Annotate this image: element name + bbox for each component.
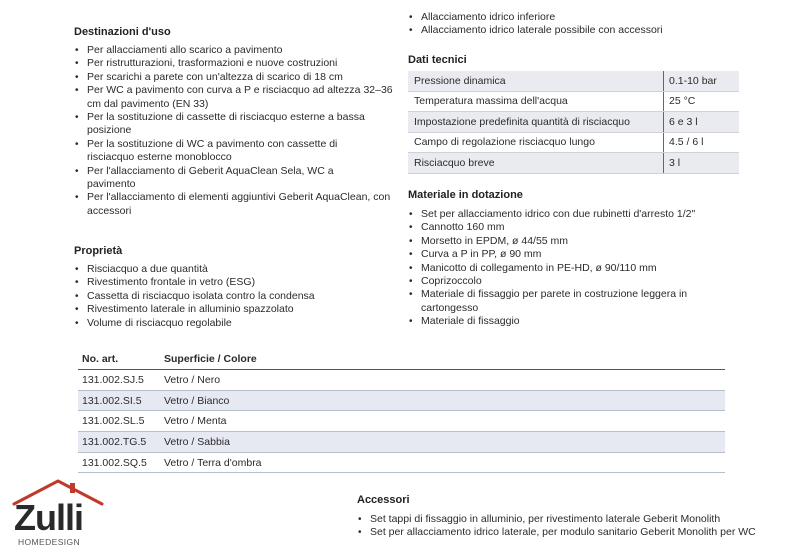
- column-header-surface: Superficie / Colore: [160, 349, 725, 370]
- table-cell-value: 4.5 / 6 l: [664, 132, 740, 153]
- table-row: [78, 452, 725, 473]
- list-item: • Per WC a pavimento con curva a P e risciacquo ad altezza 32–36 cm dal pavimento (EN 33): [74, 84, 397, 111]
- table-row: [78, 390, 725, 411]
- table-row: [78, 370, 725, 391]
- list-item: • Per allacciamenti allo scarico a pavimento: [74, 44, 404, 57]
- list-item: • Per la sostituzione di cassette di risciacquo esterne a bassa posizione: [74, 111, 397, 138]
- table-cell-label: Risciacquo breve: [408, 153, 664, 174]
- list-item: • Set tappi di fissaggio in alluminio, per rivestimento laterale Geberit Monolith: [357, 513, 797, 526]
- list-item: • Per l'allacciamento di Geberit AquaClean Sela, WC a pavimento: [74, 165, 367, 192]
- accessori-list: [357, 513, 797, 540]
- table-cell-label: Campo di regolazione risciacquo lungo: [408, 132, 664, 153]
- table-cell-value: 6 e 3 l: [664, 112, 740, 133]
- list-item: • Rivestimento frontale in vetro (ESG): [74, 276, 404, 289]
- article-number: 131.002.TG.5: [78, 432, 160, 453]
- article-number: 131.002.SL.5: [78, 411, 160, 432]
- top-right-section: [408, 11, 788, 38]
- table-row: [408, 132, 739, 153]
- destinazioni-section: [74, 26, 404, 218]
- list-item: • Cannotto 160 mm: [408, 221, 738, 234]
- list-item: • Risciacquo a due quantità: [74, 263, 404, 276]
- list-item: • Per scarichi a parete con un'altezza di scarico di 18 cm: [74, 71, 404, 84]
- table-row: [408, 153, 739, 174]
- table-row: [78, 411, 725, 432]
- materiale-section: [408, 189, 738, 329]
- table-cell-value: 0.1-10 bar: [664, 71, 740, 91]
- logo-name: Zulli: [14, 497, 83, 538]
- article-number: 131.002.SQ.5: [78, 452, 160, 473]
- dati-tecnici-heading: Dati tecnici: [408, 54, 467, 66]
- list-item: • Allacciamento idrico laterale possibile con accessori: [408, 24, 788, 37]
- proprieta-list: [74, 263, 404, 330]
- table-row: [408, 112, 739, 133]
- destinazioni-heading: Destinazioni d'uso: [74, 26, 171, 38]
- articoli-table: [78, 349, 725, 473]
- article-surface: Vetro / Menta: [160, 411, 725, 432]
- list-item: • Set per allacciamento idrico laterale, per modulo sanitario Geberit Monolith per WC: [357, 526, 797, 539]
- table-cell-label: Temperatura massima dell'acqua: [408, 91, 664, 112]
- accessori-section: [357, 494, 797, 540]
- zulli-logo: [8, 478, 108, 548]
- dati-tecnici-table: [408, 71, 739, 174]
- article-number: 131.002.SI.5: [78, 390, 160, 411]
- dati-tecnici-section: [408, 54, 739, 174]
- column-header-number: No. art.: [78, 349, 160, 370]
- list-item: • Materiale di fissaggio: [408, 315, 738, 328]
- materiale-heading: Materiale in dotazione: [408, 189, 523, 201]
- article-surface: Vetro / Sabbia: [160, 432, 725, 453]
- accessori-heading: Accessori: [357, 494, 410, 506]
- article-number: 131.002.SJ.5: [78, 370, 160, 391]
- list-item: • Materiale di fissaggio per parete in costruzione leggera in cartongesso: [408, 288, 721, 315]
- table-cell-label: Impostazione predefinita quantità di risciacquo: [408, 112, 664, 133]
- table-row: [408, 91, 739, 112]
- table-cell-label: Pressione dinamica: [408, 71, 664, 91]
- list-item: • Rivestimento laterale in alluminio spazzolato: [74, 303, 404, 316]
- article-surface: Vetro / Nero: [160, 370, 725, 391]
- logo-tagline: HOMEDESIGN: [18, 537, 81, 547]
- list-item: • Per ristrutturazioni, trasformazioni e nuove costruzioni: [74, 57, 404, 70]
- list-item: • Manicotto di collegamento in PE-HD, ø 90/110 mm: [408, 262, 738, 275]
- list-item: • Curva a P in PP, ø 90 mm: [408, 248, 738, 261]
- articoli-section: [78, 349, 725, 473]
- table-header-row: [78, 349, 725, 370]
- article-surface: Vetro / Bianco: [160, 390, 725, 411]
- materiale-list: [408, 208, 738, 329]
- list-item: • Per la sostituzione di WC a pavimento con cassette di risciacquo esterne monoblocco: [74, 138, 377, 165]
- list-item: • Allacciamento idrico inferiore: [408, 11, 788, 24]
- destinazioni-list: [74, 44, 404, 218]
- table-cell-value: 25 °C: [664, 91, 740, 112]
- list-item: • Coprizoccolo: [408, 275, 738, 288]
- article-surface: Vetro / Terra d'ombra: [160, 452, 725, 473]
- top-right-list: [408, 11, 788, 38]
- list-item: • Volume di risciacquo regolabile: [74, 317, 404, 330]
- table-row: [408, 71, 739, 91]
- list-item: • Cassetta di risciacquo isolata contro la condensa: [74, 290, 404, 303]
- list-item: • Per l'allacciamento di elementi aggiuntivi Geberit AquaClean, con accessori: [74, 191, 397, 218]
- proprieta-heading: Proprietà: [74, 245, 123, 257]
- proprieta-section: [74, 245, 404, 330]
- list-item: • Set per allacciamento idrico con due rubinetti d'arresto 1/2": [408, 208, 738, 221]
- table-cell-value: 3 l: [664, 153, 740, 174]
- table-row: [78, 432, 725, 453]
- list-item: • Morsetto in EPDM, ø 44/55 mm: [408, 235, 738, 248]
